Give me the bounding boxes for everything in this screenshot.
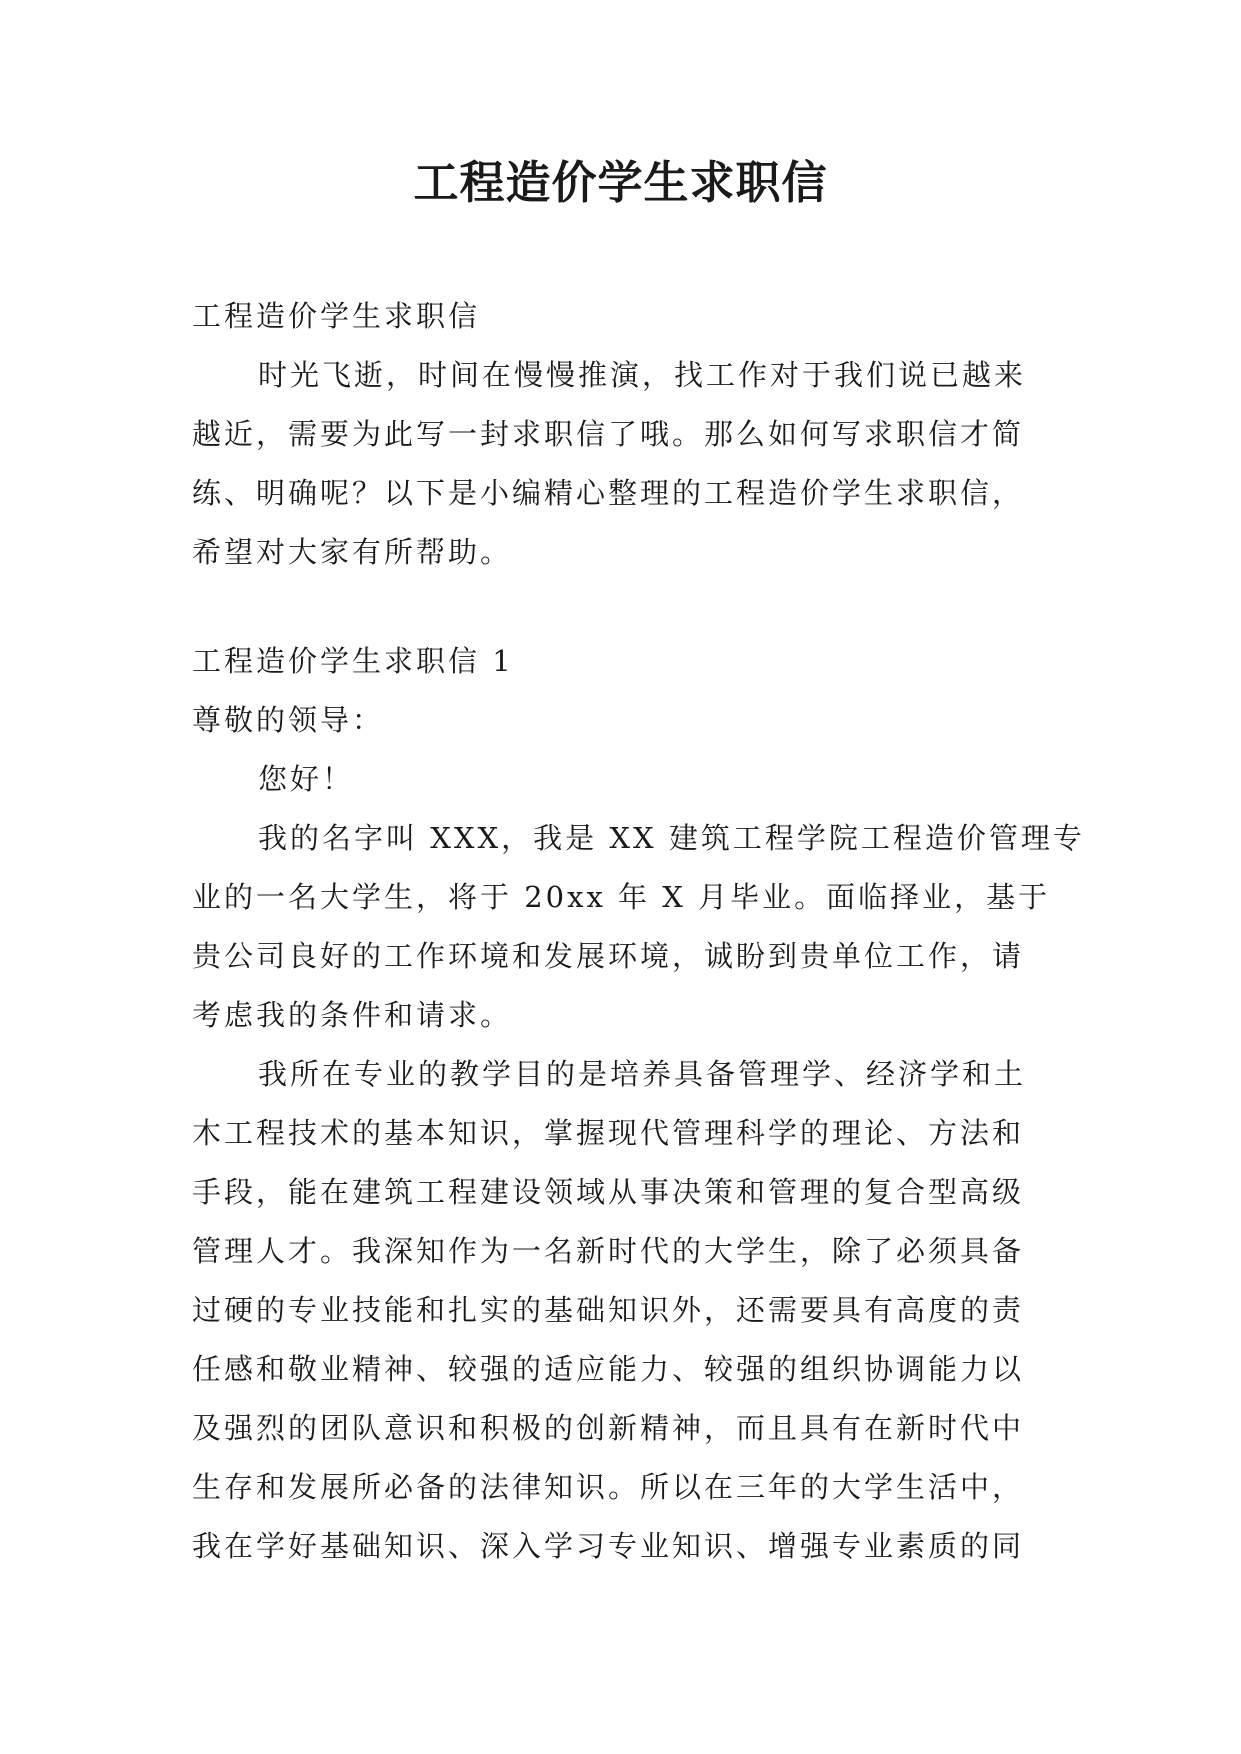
paragraph-line: 过硬的专业技能和扎实的基础知识外，还需要具有高度的责 — [192, 1293, 1025, 1327]
paragraph-1 — [192, 809, 1085, 1045]
paragraph-line: 木工程技术的基本知识，掌握现代管理科学的理论、方法和 — [192, 1116, 1025, 1150]
paragraph-line: 考虑我的条件和请求。 — [192, 998, 513, 1032]
paragraph-line: 贵公司良好的工作环境和发展环境，诚盼到贵单位工作，请 — [192, 939, 1025, 973]
intro-line: 希望对大家有所帮助。 — [192, 535, 513, 569]
paragraph-line: 任感和敬业精神、较强的适应能力、较强的组织协调能力以 — [192, 1352, 1025, 1386]
paragraph-line: 及强烈的团队意识和积极的创新精神，而且具有在新时代中 — [192, 1411, 1025, 1445]
paragraph-line: 手段，能在建筑工程建设领域从事决策和管理的复合型高级 — [192, 1175, 1025, 1209]
paragraph-line: 生存和发展所必备的法律知识。所以在三年的大学生活中， — [192, 1470, 1025, 1504]
greeting: 您好！ — [258, 762, 355, 796]
section-gap — [192, 582, 1074, 632]
salutation: 尊敬的领导： — [192, 703, 385, 737]
paragraph-line: 我在学好基础知识、深入学习专业知识、增强专业素质的同 — [192, 1529, 1025, 1563]
document-body — [192, 287, 1085, 1576]
paragraph-line: 业的一名大学生，将于 20xx 年 X 月毕业。面临择业，基于 — [192, 880, 1051, 914]
subtitle: 工程造价学生求职信 — [192, 299, 481, 333]
intro-paragraph — [192, 346, 1074, 582]
paragraph-line: 我所在专业的教学目的是培养具备管理学、经济学和土 — [258, 1057, 1027, 1091]
intro-line: 时光飞逝，时间在慢慢推演，找工作对于我们说已越来 — [258, 358, 1027, 392]
intro-line: 练、明确呢？以下是小编精心整理的工程造价学生求职信， — [192, 476, 1025, 510]
paragraph-2 — [192, 1045, 1074, 1576]
paragraph-line: 管理人才。我深知作为一名新时代的大学生，除了必须具备 — [192, 1234, 1025, 1268]
intro-line: 越近，需要为此写一封求职信了哦。那么如何写求职信才简 — [192, 417, 1025, 451]
document-title: 工程造价学生求职信 — [413, 156, 828, 209]
paragraph-line: 我的名字叫 XXX，我是 XX 建筑工程学院工程造价管理专 — [258, 821, 1085, 855]
letter-heading: 工程造价学生求职信 1 — [192, 644, 514, 678]
